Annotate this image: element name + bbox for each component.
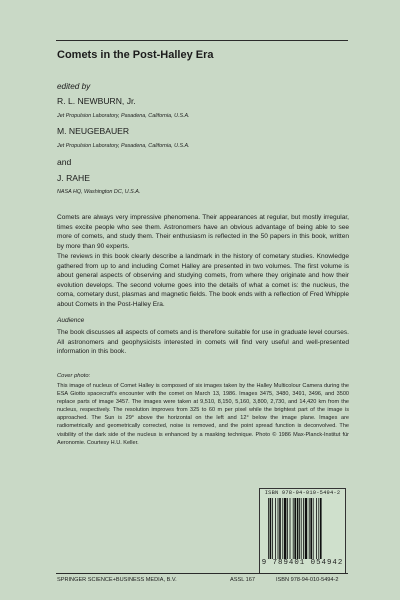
publisher-name: SPRINGER SCIENCE+BUSINESS MEDIA, B.V. bbox=[57, 577, 177, 583]
editor-name-2: M. NEUGEBAUER bbox=[57, 126, 130, 136]
cover-photo-text: This image of nucleus of Comet Halley is composed of six images taken by the Halley Multicolour Camera during the ESA Giotto spacecraft's encounter with the comet on March 13, 1986. Images 3475, 3480, 3491, 3496, and 3500 replace parts of image 3457. The images were taken at 9,510, 8,150, 5,160, 3,800, 2,730, and 14,420 km from the nucleus, respectively. The resolution improves from 325 to 60 m per pixel while the brightest part of the image is approached. The Sun is 29° above the horizontal on the left and 12° below the image plane. Images are radiometrically and geometrically corrected, noise is removed, and the point spread function is deconvolved. The visibility of the dark side of the nucleus is enhanced by a masking technique. Photo © 1986 Max-Planck-Institut für Aeronomie. Courtesy H.U. Keller. bbox=[57, 383, 349, 446]
description-paragraph-2: The reviews in this book clearly describe a landmark in the history of cometary studies. Knowledge gathered from up to and including Comet Halley are presented in two volumes. The first volume is about general aspects of observing and studying comets, from where they originate and how their evolution develops. The second volume goes into the details of what a comet is: the nucleus, the coma, cometary dust, plasmas and magnetic fields. The book ends with a reflection of Fred Whipple about Comets in the Post-Halley Era. bbox=[57, 253, 349, 308]
barcode-bars bbox=[267, 498, 341, 559]
description-paragraph-1: Comets are always very impressive phenomena. Their appearances at regular, but mostly irregular, times excite people who see them. Astronomers have an obvious advantage of being able to see more of comets, and study them. Their enthusiasm is reflected in the 50 papers in this book, written by more than 90 experts. bbox=[57, 214, 349, 250]
series-code: ASSL 167 bbox=[230, 577, 255, 583]
editor-affiliation-1: Jet Propulsion Laboratory, Pasadena, California, U.S.A. bbox=[57, 113, 190, 119]
barcode-number: 9 789401 054942 bbox=[261, 559, 344, 567]
audience-text: The book discusses all aspects of comets and is therefore suitable for use in graduate level courses. All astronomers and geophysicists interested in comets will find very useful and well-presented information in this book. bbox=[57, 329, 349, 356]
bottom-rule bbox=[56, 573, 348, 574]
and-label: and bbox=[57, 157, 72, 167]
editor-name-1: R. L. NEWBURN, Jr. bbox=[57, 96, 136, 106]
audience-heading: Audience bbox=[57, 317, 85, 324]
barcode-isbn-label: ISBN 978-94-010-5494-2 bbox=[264, 490, 341, 496]
barcode bbox=[259, 488, 346, 574]
edited-by-label: edited by bbox=[57, 82, 91, 91]
editor-affiliation-3: NASA HQ, Washington DC, U.S.A. bbox=[57, 189, 141, 195]
editor-affiliation-2: Jet Propulsion Laboratory, Pasadena, California, U.S.A. bbox=[57, 143, 190, 149]
footer-isbn: ISBN 978-94-010-5494-2 bbox=[276, 577, 339, 583]
top-rule bbox=[56, 40, 348, 41]
editor-name-3: J. RAHE bbox=[57, 173, 90, 183]
book-title: Comets in the Post-Halley Era bbox=[57, 49, 214, 61]
cover-photo-heading: Cover photo: bbox=[57, 373, 91, 379]
